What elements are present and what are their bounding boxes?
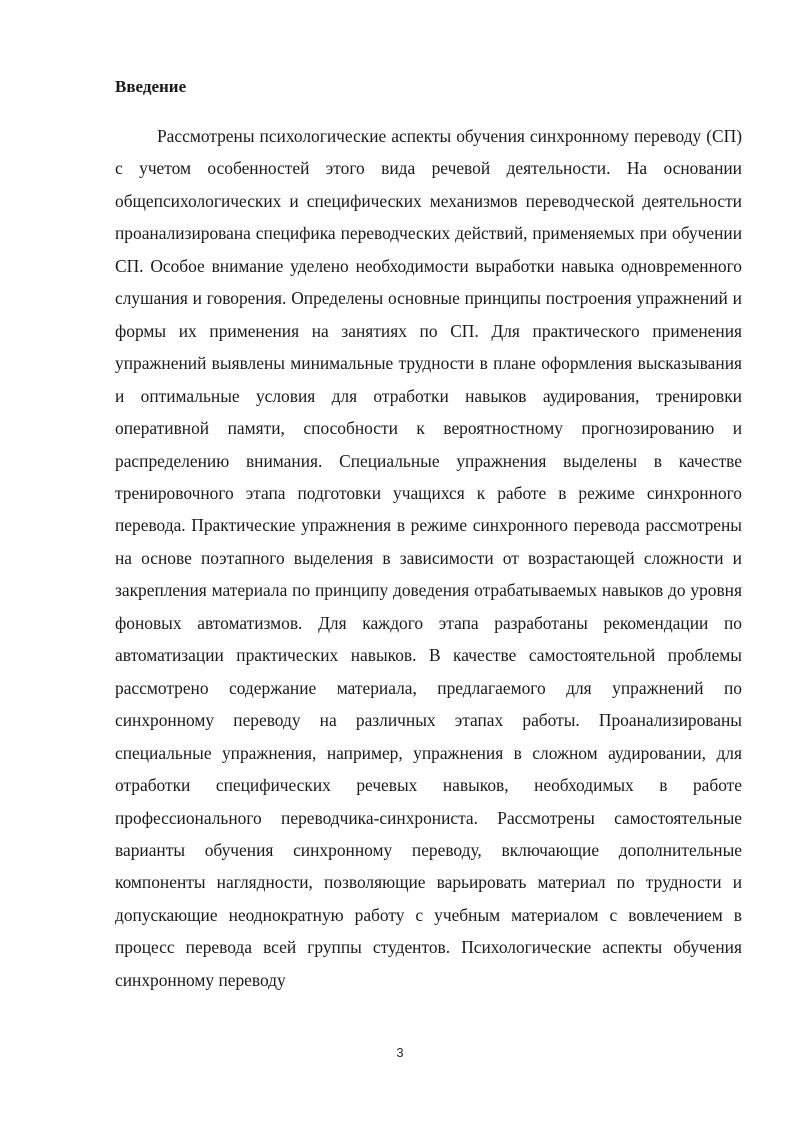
page-number: 3: [396, 1045, 404, 1060]
section-heading: Введение: [115, 77, 187, 96]
body-paragraph: Рассмотрены психологические аспекты обучения синхронному переводу (СП) с учетом особенностей этого вида речевой деятельности. На основании общепсихологических и специфических механизмов переводческой деятельности проанализирована специфика переводческих действий, применяемых при обучении СП. Особое внимание уделено необходимости выработки навыка одновременного слушания и говорения. Определены основные принципы построения упражнений и формы их применения на занятиях по СП. Для практического применения упражнений выявлены минимальные трудности в плане оформления высказывания и оптимальные условия для отработки навыков аудирования, тренировки оперативной памяти, способности к вероятностному прогнозированию и распределению внимания. Специальные упражнения выделены в качестве тренировочного этапа подготовки учащихся к работе в режиме синхронного перевода. Практические упражнения в режиме синхронного перевода рассмотрены на основе поэтапного выделения в зависимости от возрастающей сложности и закрепления материала по принципу доведения отрабатываемых навыков до уровня фоновых автоматизмов. Для каждого этапа разработаны рекомендации по автоматизации практических навыков. В качестве самостоятельной проблемы рассмотрено содержание материала, предлагаемого для упражнений по синхронному переводу на различных этапах работы. Проанализированы специальные упражнения, например, упражнения в сложном аудировании, для отработки специфических речевых навыков, необходимых в работе профессионального переводчика-синхрониста. Рассмотрены самостоятельные варианты обучения синхронному переводу, включающие дополнительные компоненты наглядности, позволяющие варьировать материал по трудности и допускающие неоднократную работу с учебным материалом с вовлечением в процесс перевода всей группы студентов. Психологические аспекты обучения синхронному переводу: [115, 126, 742, 990]
